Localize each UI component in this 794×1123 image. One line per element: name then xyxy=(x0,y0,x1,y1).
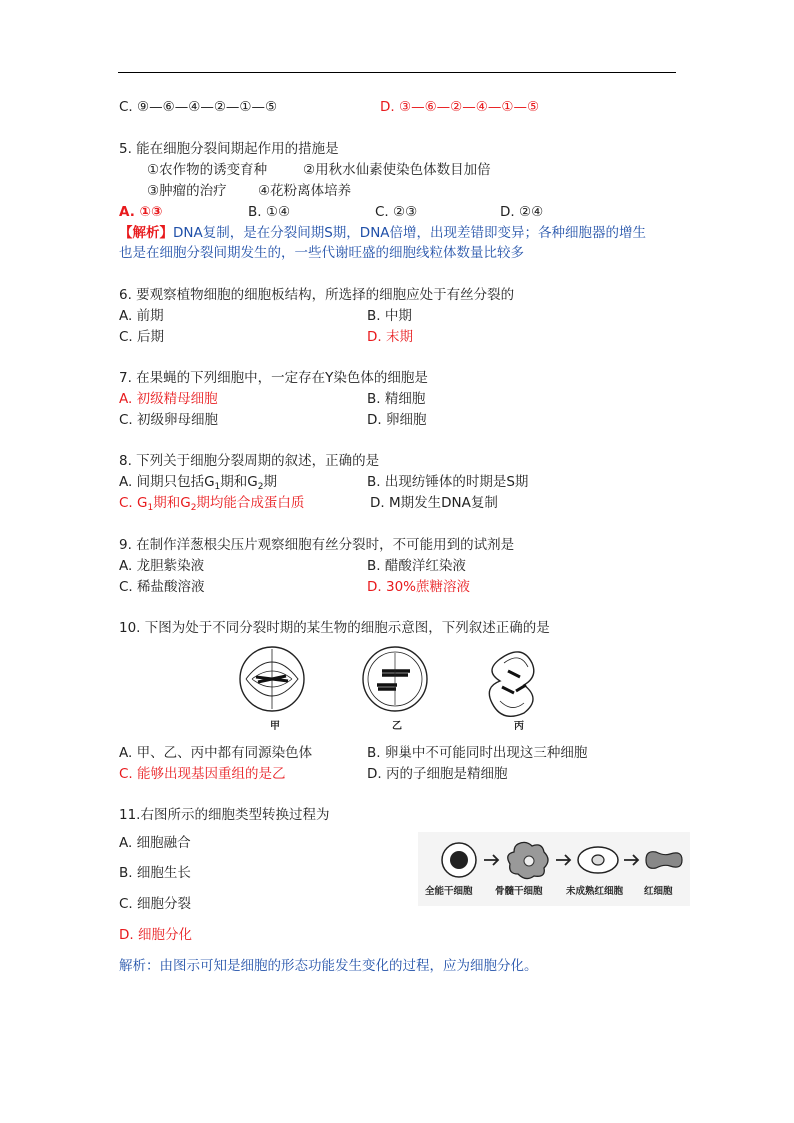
q5-stem: 5. 能在细胞分裂间期起作用的措施是 xyxy=(119,141,339,157)
q4-option-c: C. ⑨—⑥—④—②—①—⑤ xyxy=(119,99,278,115)
q11-option-a: A. 细胞融合 xyxy=(119,835,191,851)
q6-stem: 6. 要观察植物细胞的细胞板结构，所选择的细胞应处于有丝分裂的 xyxy=(119,287,515,303)
label-jia: 甲 xyxy=(270,721,280,732)
q5-item-2: ②用秋水仙素使染色体数目加倍 xyxy=(303,162,491,178)
q4-option-d: D. ③—⑥—②—④—①—⑤ xyxy=(380,99,540,115)
q5-item-4: ④花粉离体培养 xyxy=(258,183,352,199)
q10-cell-figure xyxy=(232,641,562,736)
q8-option-c-mid: 期和G xyxy=(153,495,191,511)
q9-option-b: B. 醋酸洋红染液 xyxy=(367,558,466,574)
fig-label-1: 全能干细胞 xyxy=(425,886,473,897)
q9-option-a: A. 龙胆紫染液 xyxy=(119,558,205,574)
q8-option-d: D. M期发生DNA复制 xyxy=(370,495,498,511)
red-cell xyxy=(646,852,682,869)
q7-option-d: D. 卵细胞 xyxy=(367,412,427,428)
q5-option-d: D. ②④ xyxy=(500,204,544,220)
q10-option-d: D. 丙的子细胞是精细胞 xyxy=(367,766,508,782)
q5-analysis-text-1: DNA复制，是在分裂间期S期，DNA倍增，出现差错即变异；各种细胞器的增生 xyxy=(173,225,647,241)
q7-option-c: C. 初级卵母细胞 xyxy=(119,412,219,428)
q8-option-c-sub2: 2 xyxy=(190,503,197,513)
cell-jia xyxy=(240,647,304,711)
q8-option-a-pre: A. 间期只包括G xyxy=(119,474,215,490)
q11-cell-figure xyxy=(418,832,690,906)
q7-stem: 7. 在果蝇的下列细胞中，一定存在Y染色体的细胞是 xyxy=(119,370,428,386)
label-yi: 乙 xyxy=(392,721,402,732)
q5-item-1: ①农作物的诱变育种 xyxy=(147,162,268,178)
q8-option-a-sub2: 2 xyxy=(257,482,264,492)
q6-option-a: A. 前期 xyxy=(119,308,164,324)
q7-option-b: B. 精细胞 xyxy=(367,391,426,407)
q8-option-c-post: 期均能合成蛋白质 xyxy=(196,495,305,511)
q9-option-d: D. 30%蔗糖溶液 xyxy=(367,579,470,595)
label-bing: 丙 xyxy=(514,721,524,732)
q11-stem: 11.右图所示的细胞类型转换过程为 xyxy=(119,807,330,823)
q8-option-c-sub1: 1 xyxy=(147,503,154,513)
q8-option-a-mid: 期和G xyxy=(220,474,258,490)
q8-stem: 8. 下列关于细胞分裂周期的叙述，正确的是 xyxy=(119,453,380,469)
fig-label-3: 未成熟红细胞 xyxy=(566,886,624,897)
q8-option-a-sub1: 1 xyxy=(214,482,221,492)
q10-option-c: C. 能够出现基因重组的是乙 xyxy=(119,766,286,782)
q5-analysis-tag: 【解析】 xyxy=(119,225,173,241)
q11-option-c: C. 细胞分裂 xyxy=(119,896,192,912)
q11-option-d: D. 细胞分化 xyxy=(119,927,192,943)
cell-bing xyxy=(489,652,533,716)
q8-option-b: B. 出现纺锤体的时期是S期 xyxy=(367,474,529,490)
q7-option-a: A. 初级精母细胞 xyxy=(119,391,218,407)
q6-option-d: D. 末期 xyxy=(367,329,413,345)
q10-option-a: A. 甲、乙、丙中都有同源染色体 xyxy=(119,745,313,761)
q9-option-c: C. 稀盐酸溶液 xyxy=(119,579,205,595)
q11-analysis: 解析：由图示可知是细胞的形态功能发生变化的过程，应为细胞分化。 xyxy=(119,958,538,974)
q11-option-b: B. 细胞生长 xyxy=(119,865,191,881)
q5-item-3: ③肿瘤的治疗 xyxy=(147,183,227,199)
fig-label-2: 骨髓干细胞 xyxy=(495,886,543,897)
q5-option-c: C. ②③ xyxy=(375,204,418,220)
header-rule xyxy=(118,72,676,73)
q9-stem: 9. 在制作洋葱根尖压片观察细胞有丝分裂时，不可能用到的试剂是 xyxy=(119,537,515,553)
q8-option-c xyxy=(119,494,304,517)
fig-label-4: 红细胞 xyxy=(644,886,673,897)
q6-option-b: B. 中期 xyxy=(367,308,412,324)
q8-option-a-post: 期 xyxy=(263,474,277,490)
q5-analysis-line-2: 也是在细胞分裂间期发生的，一些代谢旺盛的细胞线粒体数量比较多 xyxy=(119,245,524,261)
q8-option-a xyxy=(119,473,277,496)
q6-option-c: C. 后期 xyxy=(119,329,165,345)
q10-stem: 10. 下图为处于不同分裂时期的某生物的细胞示意图，下列叙述正确的是 xyxy=(119,620,550,636)
q10-option-b: B. 卵巢中不可能同时出现这三种细胞 xyxy=(367,745,588,761)
q8-option-c-pre: C. G xyxy=(119,495,148,511)
cell-yi xyxy=(363,647,427,711)
q5-option-a: A. ①③ xyxy=(119,204,163,220)
q5-option-b: B. ①④ xyxy=(248,204,291,220)
q5-analysis-line-1 xyxy=(119,224,646,242)
